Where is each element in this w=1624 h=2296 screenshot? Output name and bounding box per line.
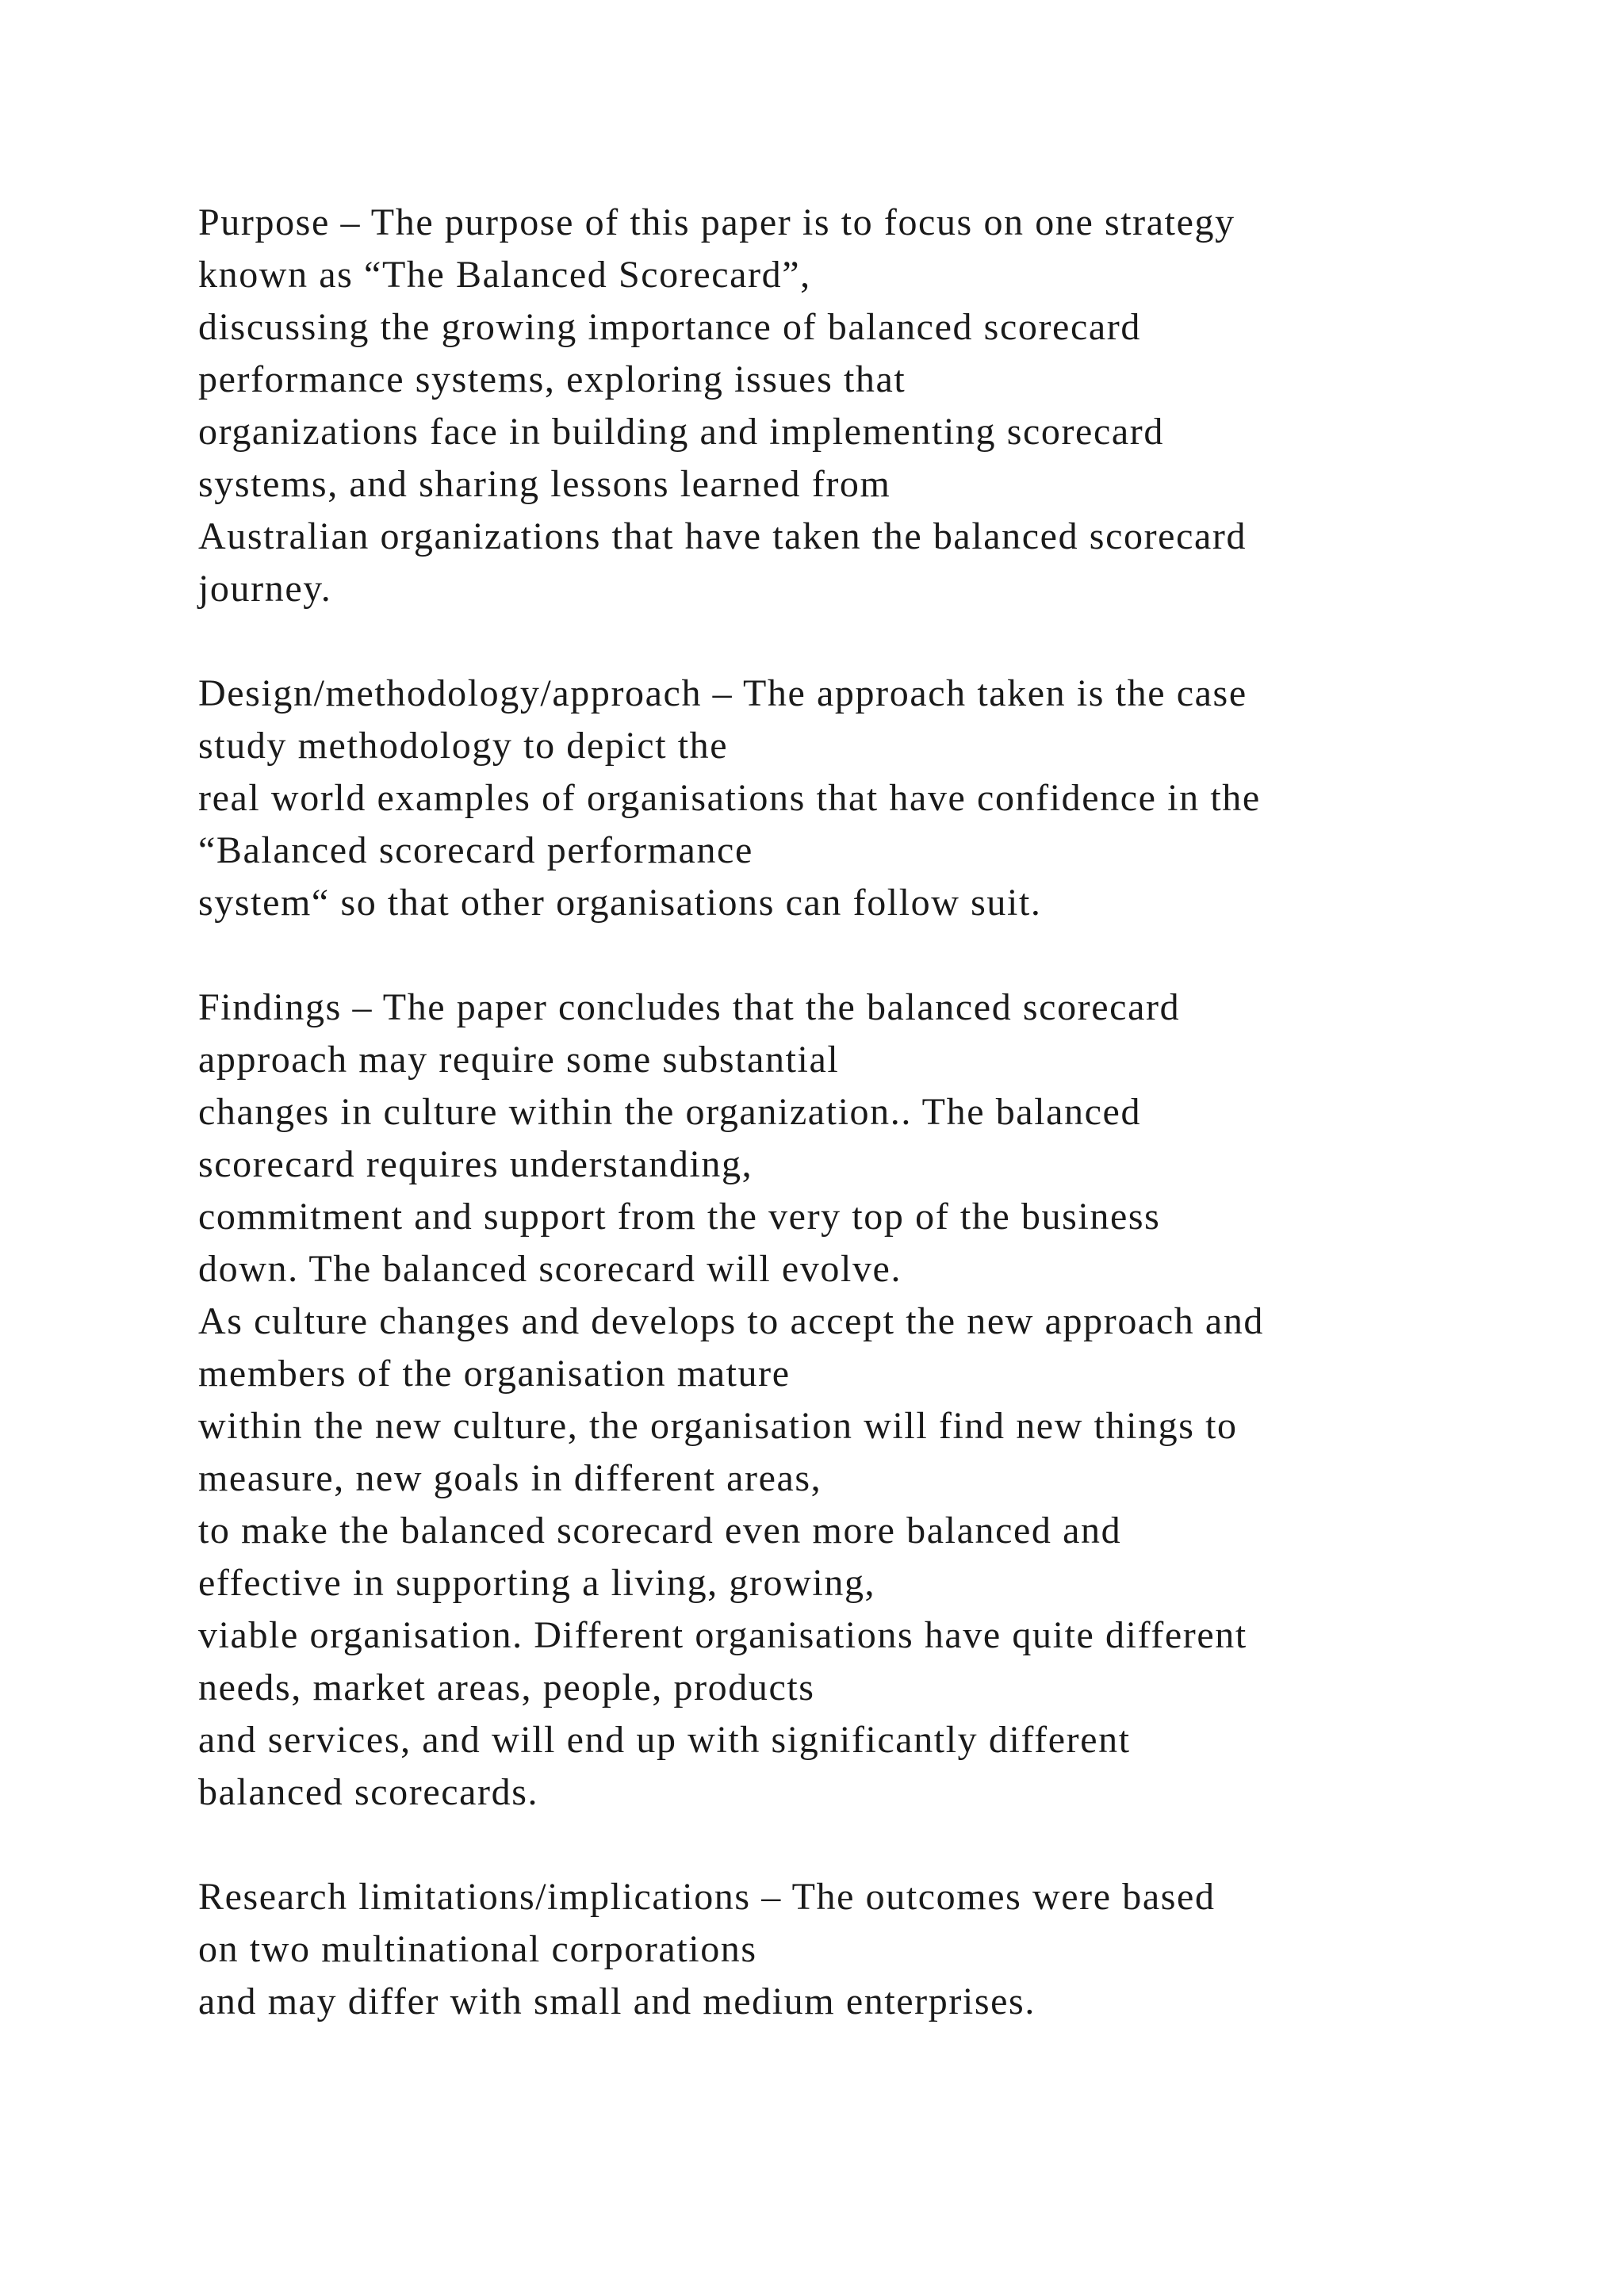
text-line: systems, and sharing lessons learned from	[198, 463, 891, 505]
text-line: needs, market areas, people, products	[198, 1667, 815, 1709]
text-line: Research limitations/implications – The outcomes were based	[198, 1876, 1216, 1918]
paragraph-research-limitations	[198, 1871, 1507, 2028]
text-line: discussing the growing importance of balanced scorecard	[198, 306, 1141, 348]
text-line: down. The balanced scorecard will evolve.	[198, 1248, 902, 1290]
text-line: Australian organizations that have taken the balanced scorecard	[198, 515, 1247, 557]
text-line: organizations face in building and implementing scorecard	[198, 411, 1164, 453]
text-line: viable organisation. Different organisations have quite different	[198, 1614, 1247, 1656]
text-line: journey.	[198, 568, 332, 610]
text-line: scorecard requires understanding,	[198, 1143, 753, 1185]
text-line: commitment and support from the very top of the business	[198, 1196, 1161, 1238]
text-line: system“ so that other organisations can follow suit.	[198, 882, 1042, 924]
text-line: changes in culture within the organization.. The balanced	[198, 1091, 1142, 1133]
text-line: “Balanced scorecard performance	[198, 829, 753, 871]
paragraph-purpose	[198, 197, 1507, 615]
paragraph-findings	[198, 982, 1507, 1819]
text-line: to make the balanced scorecard even more balanced and	[198, 1510, 1122, 1552]
text-line: Purpose – The purpose of this paper is to focus on one strategy	[198, 201, 1235, 243]
text-line: known as “The Balanced Scorecard”,	[198, 254, 811, 296]
paragraph-design-methodology	[198, 668, 1507, 929]
text-line: As culture changes and develops to accept the new approach and	[198, 1300, 1265, 1342]
text-line: on two multinational corporations	[198, 1928, 757, 1970]
document-body	[198, 197, 1507, 2080]
text-line: and may differ with small and medium enterprises.	[198, 1980, 1036, 2022]
text-line: and services, and will end up with significantly different	[198, 1719, 1131, 1761]
text-line: members of the organisation mature	[198, 1353, 791, 1395]
text-line: study methodology to depict the	[198, 725, 729, 767]
text-line: approach may require some substantial	[198, 1039, 840, 1081]
text-line: performance systems, exploring issues that	[198, 358, 906, 400]
text-line: measure, new goals in different areas,	[198, 1457, 822, 1499]
text-line: Design/methodology/approach – The approach taken is the case	[198, 672, 1247, 714]
text-line: real world examples of organisations that have confidence in the	[198, 777, 1261, 819]
text-line: Findings – The paper concludes that the balanced scorecard	[198, 986, 1181, 1028]
text-line: balanced scorecards.	[198, 1771, 539, 1813]
text-line: within the new culture, the organisation will find new things to	[198, 1405, 1238, 1447]
text-line: effective in supporting a living, growing,	[198, 1562, 876, 1604]
